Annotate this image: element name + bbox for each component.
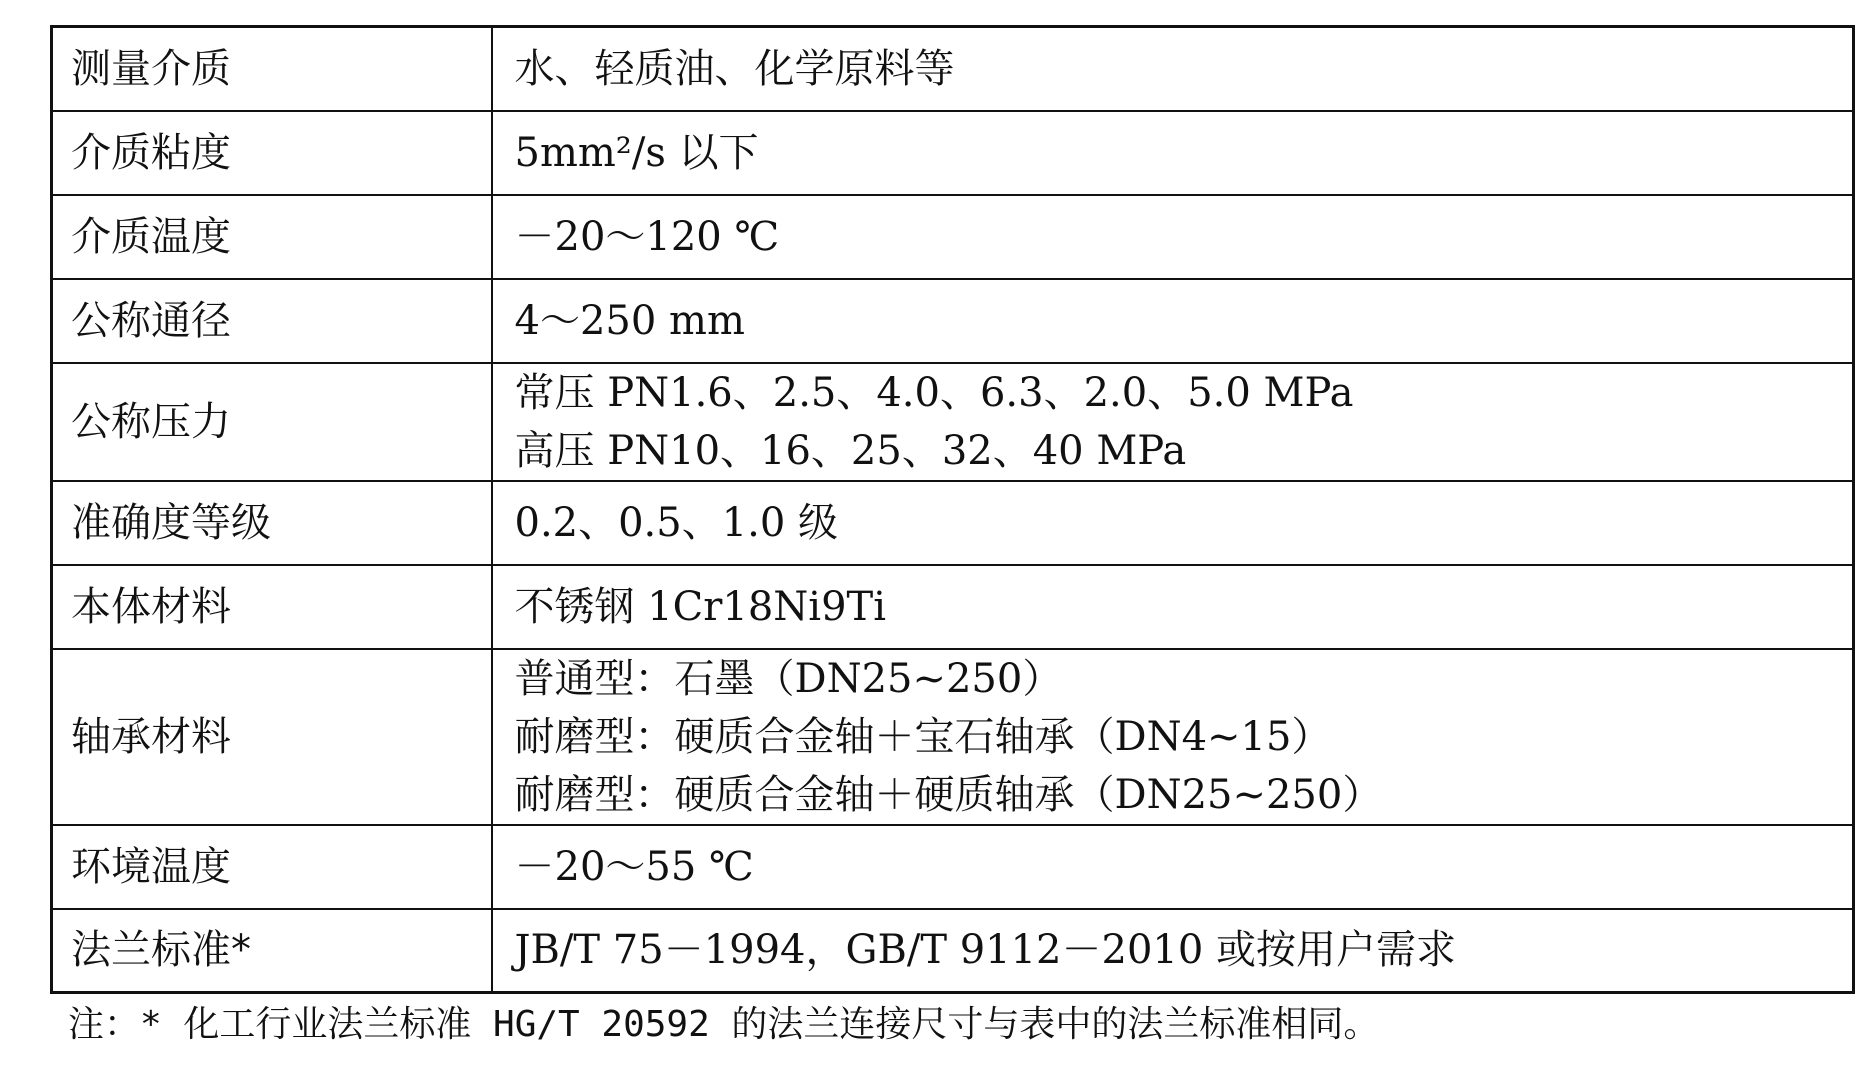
value-line: 高压 PN10、16、25、32、40 MPa: [514, 427, 1187, 474]
row-value: [492, 363, 1854, 481]
value-line: 4～250 mm: [514, 297, 745, 344]
row-value: [492, 909, 1854, 993]
row-label: 介质粘度: [52, 111, 492, 195]
table-row: [52, 27, 1854, 111]
value-line: 水、轻质油、化学原料等: [514, 45, 955, 92]
spec-table: [50, 25, 1855, 994]
row-label: 公称通径: [52, 279, 492, 363]
value-line: 0.2、0.5、1.0 级: [514, 499, 839, 546]
row-value: [492, 825, 1854, 909]
value-line: 耐磨型：硬质合金轴＋宝石轴承（DN4~15）: [514, 713, 1332, 760]
row-value: [492, 565, 1854, 649]
value-line: 普通型：石墨（DN25~250）: [514, 655, 1063, 702]
row-value: [492, 481, 1854, 565]
value-line: JB/T 75－1994，GB/T 9112－2010 或按用户需求: [514, 927, 1457, 974]
table-row: [52, 363, 1854, 481]
value-line: 5mm²/s 以下: [514, 129, 759, 176]
table-row: [52, 111, 1854, 195]
table-footnote: 注：* 化工行业法兰标准 HG/T 20592 的法兰连接尺寸与表中的法兰标准相同。: [68, 1004, 1380, 1045]
table-row: [52, 565, 1854, 649]
row-label: 环境温度: [52, 825, 492, 909]
value-line: －20～55 ℃: [514, 843, 754, 890]
row-label: 测量介质: [52, 27, 492, 111]
value-line: 不锈钢 1Cr18Ni9Ti: [514, 583, 887, 630]
row-label: 本体材料: [52, 565, 492, 649]
row-value: [492, 195, 1854, 279]
value-line: 常压 PN1.6、2.5、4.0、6.3、2.0、5.0 MPa: [514, 369, 1354, 416]
row-value: [492, 649, 1854, 825]
row-value: [492, 279, 1854, 363]
table-row: [52, 909, 1854, 993]
row-value: [492, 27, 1854, 111]
table-row: [52, 279, 1854, 363]
row-label: 轴承材料: [52, 649, 492, 825]
row-label: 介质温度: [52, 195, 492, 279]
row-label: 公称压力: [52, 363, 492, 481]
table-row: [52, 825, 1854, 909]
row-value: [492, 111, 1854, 195]
row-label: 准确度等级: [52, 481, 492, 565]
table-row: [52, 649, 1854, 825]
table-row: [52, 195, 1854, 279]
table-row: [52, 481, 1854, 565]
row-label: 法兰标准*: [52, 909, 492, 993]
value-line: －20～120 ℃: [514, 213, 780, 260]
value-line: 耐磨型：硬质合金轴＋硬质轴承（DN25~250）: [514, 771, 1383, 818]
